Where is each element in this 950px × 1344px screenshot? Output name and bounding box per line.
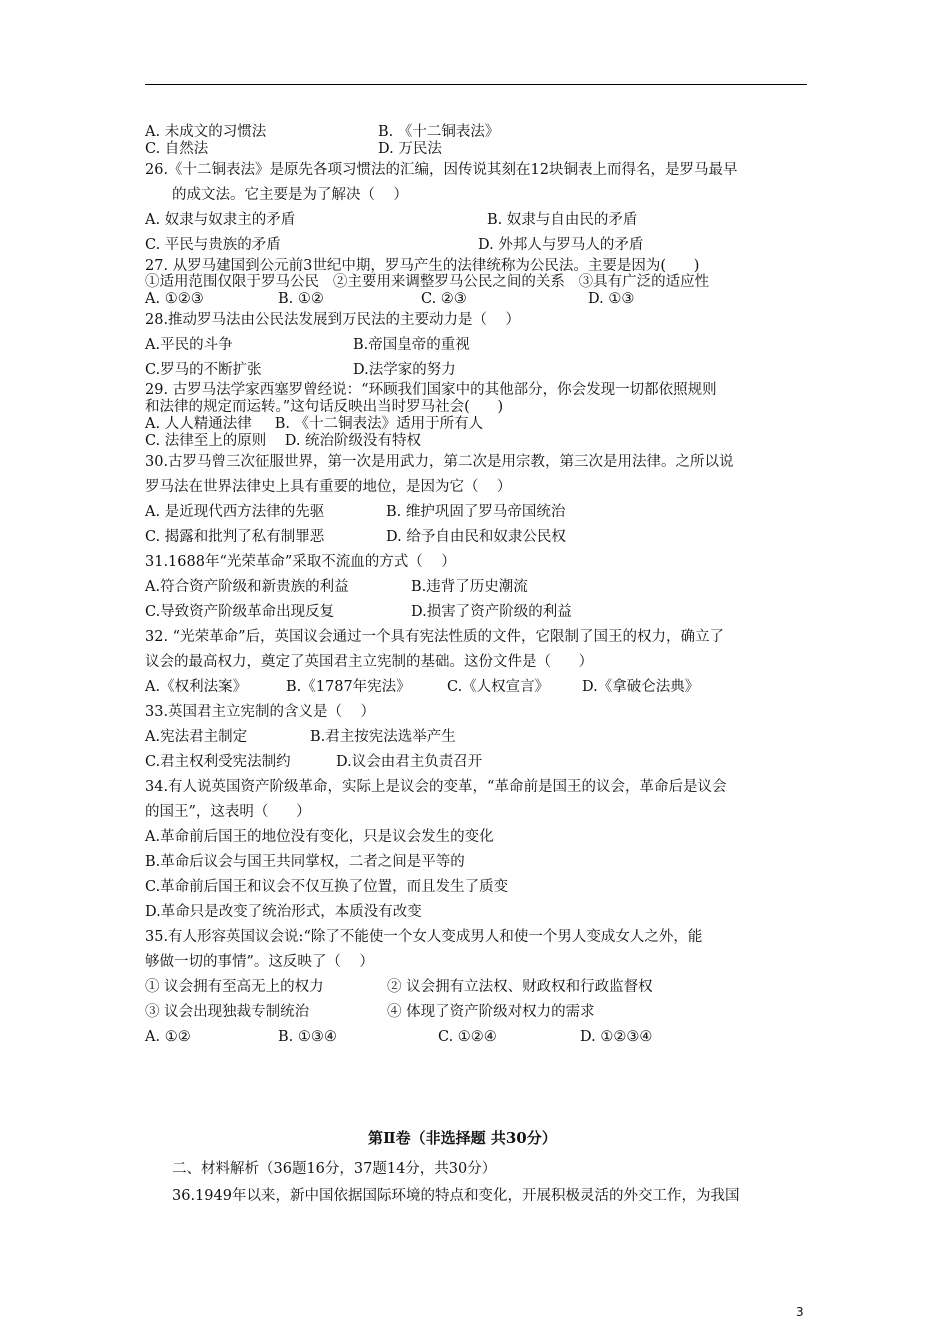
page-number: 3: [796, 1305, 804, 1319]
q36-stem: 36.1949年以来，新中国依据国际环境的特点和变化，开展积极灵活的外交工作，为我国: [172, 1188, 740, 1204]
q27-items: ①适用范围仅限于罗马公民 ②主要用来调整罗马公民之间的关系 ③具有广泛的适应性: [145, 274, 710, 290]
q30-option-a: A. 是近现代西方法律的先驱: [145, 504, 325, 520]
q35-item-3: ③ 议会出现独裁专制统治: [145, 1004, 310, 1020]
q35-option-a: A. ①②: [145, 1029, 191, 1045]
q35-stem-line2: 够做一切的事情”。这反映了（ ）: [145, 954, 374, 970]
part2-title: 第Ⅱ卷（非选择题 共30分）: [368, 1129, 557, 1147]
q32-option-a: A.《权利法案》: [145, 679, 248, 695]
q27-option-a: A. ①②③: [145, 291, 204, 307]
q26-stem-line2: 的成文法。它主要是为了解决（ ）: [172, 187, 408, 203]
q28-option-d: D.法学家的努力: [353, 362, 456, 378]
q35-option-d: D. ①②③④: [580, 1029, 653, 1045]
q30-stem-line2: 罗马法在世界法律史上具有重要的地位，是因为它（ ）: [145, 479, 512, 495]
q31-option-d: D.损害了资产阶级的利益: [411, 604, 572, 620]
q30-stem-line1: 30.古罗马曾三次征服世界，第一次是用武力，第二次是用宗教，第三次是用法律。之所以说: [145, 454, 734, 470]
q29-stem-line2: 和法律的规定而运转。”这句话反映出当时罗马社会( ): [145, 399, 504, 415]
q31-stem: 31.1688年“光荣革命”采取不流血的方式（ ）: [145, 554, 456, 570]
q26-option-c: C. 平民与贵族的矛盾: [145, 237, 281, 253]
q26-option-a: A. 奴隶与奴隶主的矛盾: [145, 212, 296, 228]
q33-stem: 33.英国君主立宪制的含义是（ ）: [145, 704, 375, 720]
q27-stem: 27. 从罗马建国到公元前3世纪中期，罗马产生的法律统称为公民法。主要是因为( ): [145, 258, 700, 274]
q31-option-c: C.导致资产阶级革命出现反复: [145, 604, 335, 620]
q27-option-c: C. ②③: [421, 291, 467, 307]
q28-option-a: A.平民的斗争: [145, 337, 233, 353]
q33-option-c: C.君主权利受宪法制约: [145, 754, 291, 770]
q30-option-c: C. 揭露和批判了私有制罪恶: [145, 529, 325, 545]
q34-option-c: C.革命前后国王和议会不仅互换了位置，而且发生了质变: [145, 879, 509, 895]
q32-option-b: B.《1787年宪法》: [286, 679, 411, 695]
q29-options-ab: A. 人人精通法律 B. 《十二铜表法》适用于所有人: [145, 416, 484, 432]
q34-option-d: D.革命只是改变了统治形式，本质没有改变: [145, 904, 422, 920]
q26-option-b: B. 奴隶与自由民的矛盾: [487, 212, 638, 228]
q35-option-c: C. ①②④: [438, 1029, 497, 1045]
q33-option-d: D.议会由君主负责召开: [336, 754, 483, 770]
q33-option-a: A.宪法君主制定: [145, 729, 248, 745]
q25-option-a: A. 未成文的习惯法: [145, 124, 267, 140]
q35-stem-line1: 35.有人形容英国议会说:“除了不能使一个女人变成男人和使一个男人变成女人之外，能: [145, 929, 703, 945]
q31-option-b: B.违背了历史潮流: [411, 579, 528, 595]
q32-stem-line2: 议会的最高权力，奠定了英国君主立宪制的基础。这份文件是（ ）: [145, 654, 594, 670]
q26-stem-line1: 26.《十二铜表法》是原先各项习惯法的汇编，因传说其刻在12块铜表上而得名，是罗马最早: [145, 162, 738, 178]
header-rule: [145, 84, 807, 85]
q29-options-cd: C. 法律至上的原则 D. 统治阶级没有特权: [145, 433, 422, 449]
q34-stem-line2: 的国王”，这表明（ ）: [145, 804, 311, 820]
q35-item-1: ① 议会拥有至高无上的权力: [145, 979, 324, 995]
q25-option-d: D. 万民法: [378, 141, 442, 157]
q34-option-a: A.革命前后国王的地位没有变化，只是议会发生的变化: [145, 829, 494, 845]
q26-option-d: D. 外邦人与罗马人的矛盾: [478, 237, 644, 253]
q28-option-c: C.罗马的不断扩张: [145, 362, 262, 378]
q32-option-c: C.《人权宣言》: [447, 679, 550, 695]
q27-option-b: B. ①②: [278, 291, 324, 307]
q27-option-d: D. ①③: [588, 291, 635, 307]
q35-item-2: ② 议会拥有立法权、财政权和行政监督权: [387, 979, 653, 995]
q32-option-d: D.《拿破仑法典》: [582, 679, 700, 695]
q29-stem-line1: 29. 古罗马法学家西塞罗曾经说：“环顾我们国家中的其他部分，你会发现一切都依照规则: [145, 382, 717, 398]
q30-option-d: D. 给予自由民和奴隶公民权: [386, 529, 566, 545]
q35-option-b: B. ①③④: [278, 1029, 337, 1045]
q32-stem-line1: 32. “光荣革命”后，英国议会通过一个具有宪法性质的文件，它限制了国王的权力，确立了: [145, 629, 724, 645]
q28-stem: 28.推动罗马法由公民法发展到万民法的主要动力是（ ）: [145, 312, 520, 328]
q25-option-b: B. 《十二铜表法》: [378, 124, 500, 140]
q34-stem-line1: 34.有人说英国资产阶级革命，实际上是议会的变革，“革命前是国王的议会，革命后是议会: [145, 779, 727, 795]
q30-option-b: B. 维护巩固了罗马帝国统治: [386, 504, 566, 520]
q31-option-a: A.符合资产阶级和新贵族的利益: [145, 579, 349, 595]
q33-option-b: B.君主按宪法选举产生: [310, 729, 456, 745]
q35-item-4: ④ 体现了资产阶级对权力的需求: [387, 1004, 595, 1020]
q28-option-b: B.帝国皇帝的重视: [353, 337, 470, 353]
q34-option-b: B.革命后议会与国王共同掌权，二者之间是平等的: [145, 854, 465, 870]
q25-option-c: C. 自然法: [145, 141, 209, 157]
part2-section-heading: 二、材料解析（36题16分，37题14分，共30分）: [172, 1161, 497, 1177]
